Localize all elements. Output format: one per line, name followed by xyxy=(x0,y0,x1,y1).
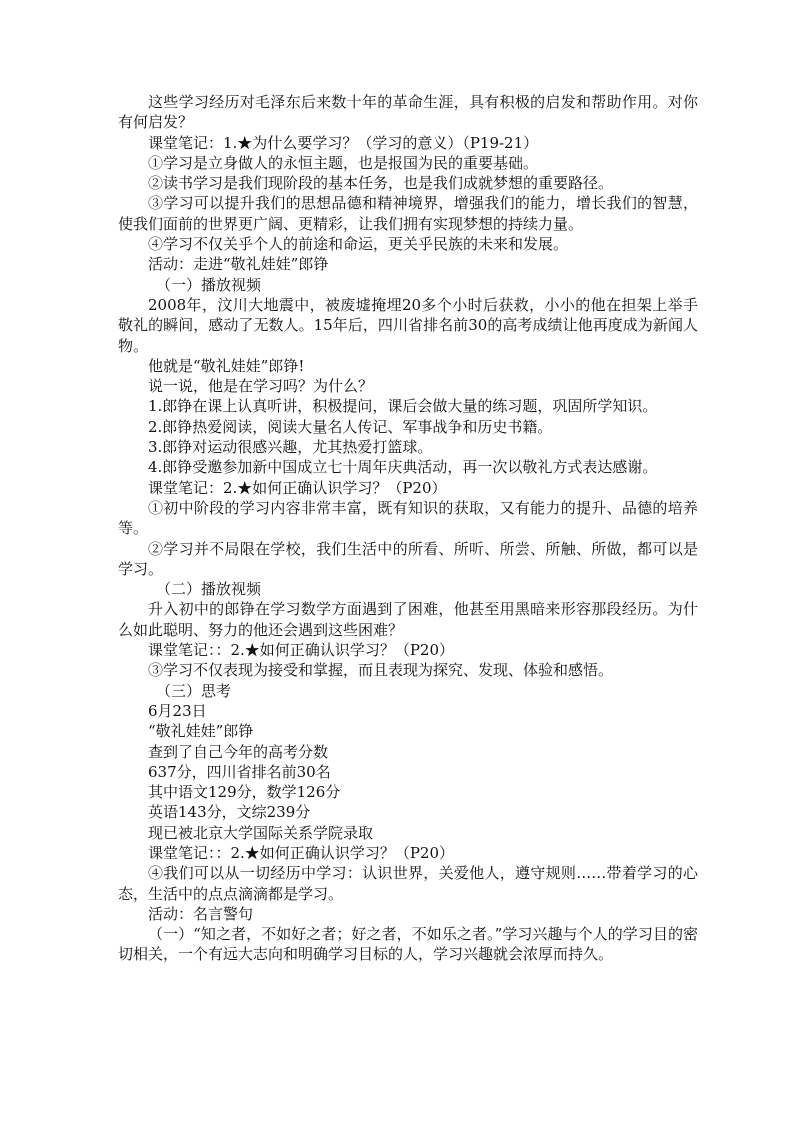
info-line: 637分，四川省排名前30名 xyxy=(148,762,331,781)
note-how-understand: 课堂笔记：：2.★如何正确认识学习？（P20） xyxy=(148,843,454,862)
info-line: 6月23日 xyxy=(148,701,207,720)
list-item: ③学习不仅表现为接受和掌握，而且表现为探究、发现、体验和感悟。 xyxy=(148,661,614,680)
list-item: ②学习并不局限在学校，我们生活中的所看、所听、所尝、所触、所做，都可以是学习。 xyxy=(118,539,698,578)
list-item: ④我们可以从一切经历中学习：认识世界，关爱他人，遵守规则……带着学习的心态，生活中的点点滴滴都是学习。 xyxy=(118,864,698,903)
note-why-study: 课堂笔记：1.★为什么要学习？（学习的意义）（P19-21） xyxy=(148,133,539,152)
paragraph: 他就是“敬礼娃娃”郎铮! xyxy=(148,356,305,375)
info-line: 英语143分，文综239分 xyxy=(148,803,311,822)
list-item: 3.郎铮对运动很感兴趣，尤其热爱打篮球。 xyxy=(148,438,433,457)
list-item: 2.郎铮热爱阅读，阅读大量名人传记、军事战争和历史书籍。 xyxy=(148,417,553,436)
paragraph-quote: （一）“知之者，不如好之者；好之者，不如乐之者。”学习兴趣与个人的学习目的密切相关，一个有远大志向和明确学习目标的人，学习兴趣就会浓厚而持久。 xyxy=(118,925,698,964)
paragraph: 升入初中的郎铮在学习数学方面遇到了困难，他甚至用黑暗来形容那段经历。为什么如此聪明、努力的他还会遇到这些困难？ xyxy=(118,600,698,639)
paragraph-mao-inspiration: 这些学习经历对毛泽东后来数十年的革命生涯，具有积极的启发和帮助作用。对你有何启发？ xyxy=(118,93,698,132)
section-heading: （三）思考 xyxy=(156,681,232,700)
question: 说一说，他是在学习吗？为什么？ xyxy=(148,377,374,396)
note-how-understand: 课堂笔记：：2.★如何正确认识学习？（P20） xyxy=(148,641,454,660)
info-line: “敬礼娃娃”郎铮 xyxy=(148,722,254,741)
paragraph-story: 2008年，汶川大地震中，被废墟掩埋20多个小时后获救，小小的他在担架上举手敬礼的瞬间，感动了无数人。15年后，四川省排名前30的高考成绩让他再度成为新闻人物。 xyxy=(118,295,698,355)
list-item: ③学习可以提升我们的思想品德和精神境界，增强我们的能力，增长我们的智慧，使我们面前的世界更广阔、更精彩，让我们拥有实现梦想的持续力量。 xyxy=(118,194,698,233)
info-line: 现已被北京大学国际关系学院录取 xyxy=(148,823,374,842)
list-item: ①初中阶段的学习内容非常丰富，既有知识的获取，又有能力的提升、品德的培养等。 xyxy=(118,498,698,538)
section-heading: （二）播放视频 xyxy=(156,580,262,599)
activity-heading: 活动：名言警句 xyxy=(148,904,254,923)
info-line: 查到了自己今年的高考分数 xyxy=(148,742,329,761)
list-item: ①学习是立身做人的永恒主题，也是报国为民的重要基础。 xyxy=(148,153,539,172)
list-item: 4.郎铮受邀参加新中国成立七十周年庆典活动，再一次以敬礼方式表达感谢。 xyxy=(148,458,658,477)
list-item: ②读书学习是我们现阶段的基本任务，也是我们成就梦想的重要路径。 xyxy=(148,174,614,193)
document-page xyxy=(118,92,698,965)
info-line: 其中语文129分，数学126分 xyxy=(148,783,341,802)
section-heading: （一）播放视频 xyxy=(156,275,262,294)
activity-heading: 活动：走进“敬礼娃娃”郎铮 xyxy=(148,255,329,274)
note-how-understand: 课堂笔记：2.★如何正确认识学习？（P20） xyxy=(148,478,447,497)
list-item: ④学习不仅关乎个人的前途和命运，更关乎民族的未来和发展。 xyxy=(148,235,569,254)
list-item: 1.郎铮在课上认真听讲，积极提问，课后会做大量的练习题，巩固所学知识。 xyxy=(148,397,658,416)
